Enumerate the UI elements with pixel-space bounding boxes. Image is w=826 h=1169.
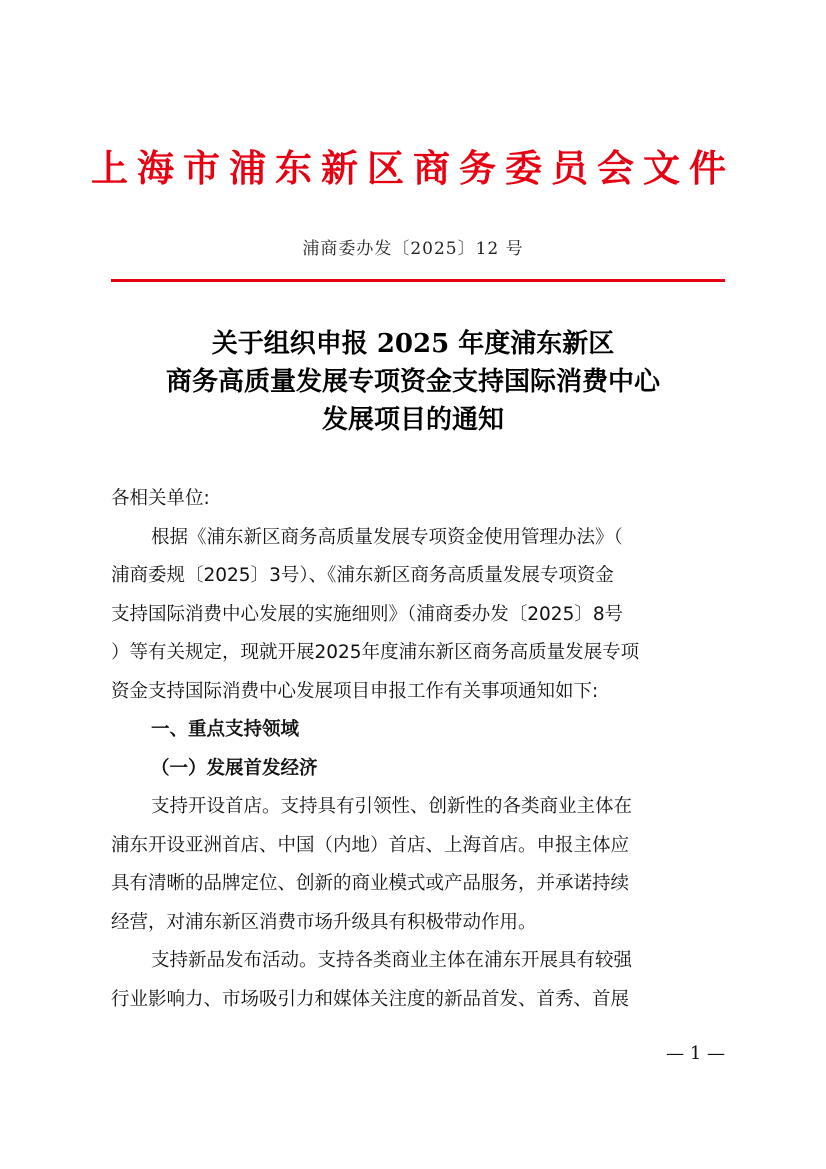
title-line-3: 发展项目的通知: [321, 405, 504, 435]
intro-line-4: ）等有关规定，现就开展2025年度浦东新区商务高质量发展专项: [111, 642, 640, 663]
document-title: [0, 325, 826, 439]
document-number: 浦商委办发〔2025〕12 号: [302, 239, 524, 259]
intro-line-3: 支持国际消费中心发展的实施细则》（浦商委办发〔2025〕8号: [111, 603, 624, 625]
red-separator-line: [111, 279, 725, 282]
intro-line-2: 浦商委规〔2025〕3号）、《浦东新区商务高质量发展专项资金: [111, 565, 614, 586]
title-line-1: 关于组织申报 2025 年度浦东新区: [211, 329, 615, 359]
title-line-2: 商务高质量发展专项资金支持国际消费中心: [165, 367, 660, 397]
intro-line-5: 资金支持国际消费中心发展项目申报工作有关事项通知如下:: [111, 680, 599, 702]
document-body: [111, 480, 725, 1019]
intro-line-1: 根据《浦东新区商务高质量发展专项资金使用管理办法》（: [151, 526, 623, 548]
page-number: — 1 —: [666, 1043, 725, 1064]
subsection-heading-1: （一）发展首发经济: [151, 757, 318, 779]
para2-line-2: 行业影响力、市场吸引力和媒体关注度的新品首发、首秀、首展: [111, 988, 630, 1010]
para1-line-1: 支持开设首店。支持具有引领性、创新性的各类商业主体在: [151, 796, 633, 817]
salutation: 各相关单位:: [111, 488, 210, 509]
para1-line-4: 经营，对浦东新区消费市场升级具有积极带动作用。: [111, 911, 537, 933]
section-heading-1: 一、重点支持领域: [151, 719, 300, 740]
para1-line-3: 具有清晰的品牌定位、创新的商业模式或产品服务，并承诺持续: [111, 873, 630, 894]
para2-line-1: 支持新品发布活动。支持各类商业主体在浦东开展具有较强: [151, 950, 633, 971]
issuing-org-header: 上海市浦东新区商务委员会文件: [91, 147, 735, 190]
para1-line-2: 浦东开设亚洲首店、中国（内地）首店、上海首店。申报主体应: [111, 834, 630, 856]
